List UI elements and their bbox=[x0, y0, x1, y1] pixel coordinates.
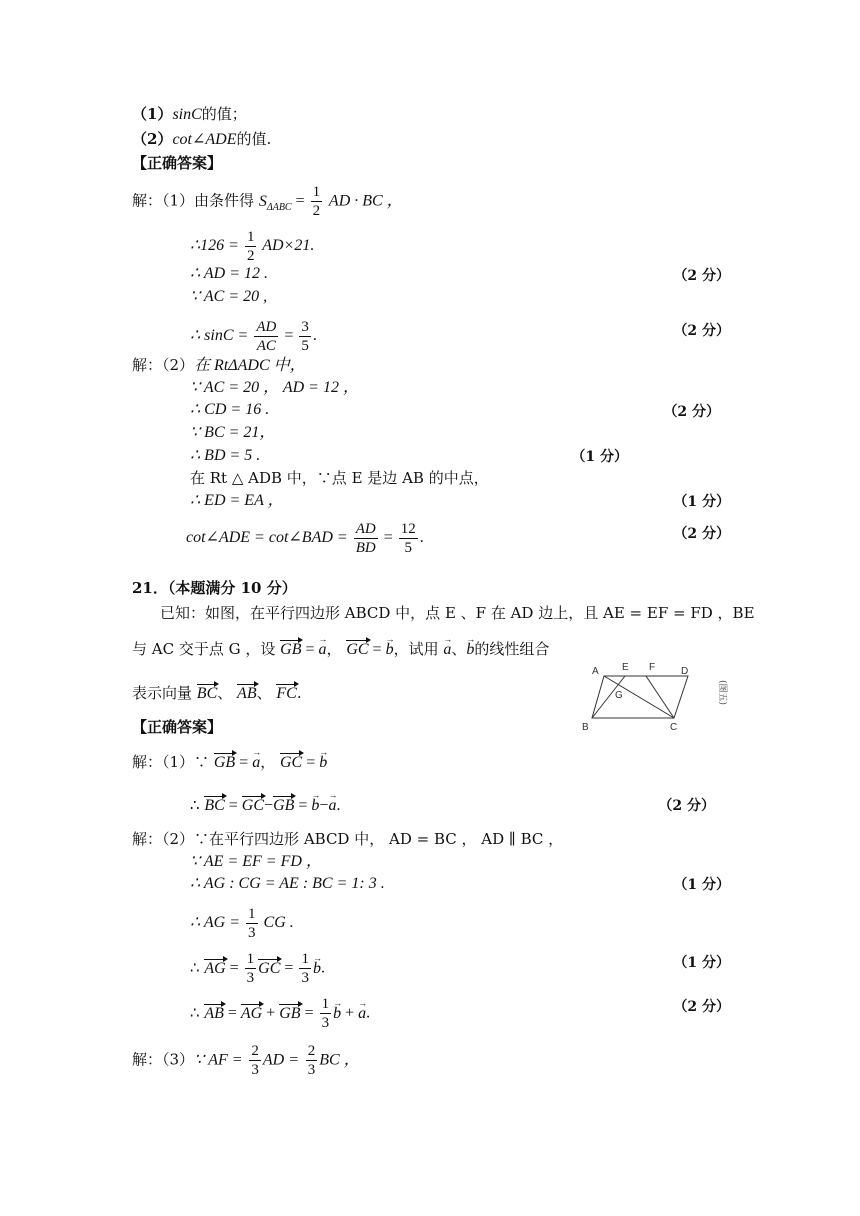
question-21-line-1: 已知：如图，在平行四边形 ABCD 中，点 E 、F 在 AD 边上，且 AE = EF = FD ，BE bbox=[160, 604, 755, 622]
score-2: （2 分） bbox=[673, 323, 730, 339]
question-part-1: （1）sinC的值； bbox=[132, 105, 247, 123]
score-7: （2 分） bbox=[658, 798, 715, 814]
solution-21-2-line-4: ∴ AG = $\frac{1}{3}$ CG . bbox=[190, 906, 294, 941]
parallelogram-abcd bbox=[592, 676, 688, 718]
solution-2-line-4: ∴ BD = 5 . bbox=[190, 447, 261, 464]
solution-1-line-1: 解：（1）由条件得 $S_{\Delta ABC}$ = $\frac{1}{2}$ AD · BC ， bbox=[132, 184, 403, 219]
solution-21-2-line-1: 解：（2）∵在平行四边形 ABCD 中， AD = BC ， AD ∥ BC ， bbox=[132, 830, 564, 848]
solution-21-2-line-5: ∴ AG = $\frac{1}{3}$ GC = $\frac{1}{3}$ b →. bbox=[190, 950, 325, 987]
label-a: A bbox=[592, 666, 599, 677]
solution-2-intro: 解：（2）在 RtΔADC 中， bbox=[132, 356, 306, 374]
score-3: （2 分） bbox=[663, 404, 720, 420]
question-21-line-3: 表示向量 BC、 AB、 FC. bbox=[132, 684, 302, 702]
solution-1-line-2: ∴126 = $\frac{1}{2}$ AD×21. bbox=[190, 229, 315, 264]
solution-2-line-2: ∴ CD = 16 . bbox=[190, 401, 270, 418]
solution-2-line-7: cot∠ADE = cot∠BAD = $\frac{AD}{BD}$ = $\frac{12}{5}$ . bbox=[186, 521, 424, 556]
solution-21-1-line-1: 解：（1）∵ GB = a →， GC = b → bbox=[132, 752, 327, 773]
score-6: （2 分） bbox=[673, 526, 730, 542]
score-1: （2 分） bbox=[673, 268, 730, 284]
answer-header-2: 【正确答案】 bbox=[132, 718, 223, 736]
solution-21-2-line-3: ∴ AG : CG = AE : BC = 1: 3 . bbox=[190, 875, 385, 892]
question-part-2: （2）cot∠ADE的值. bbox=[132, 130, 272, 148]
solution-2-line-5: 在 Rt △ ADB 中，∵点 E 是边 AB 的中点， bbox=[190, 469, 489, 487]
label-d: D bbox=[681, 666, 689, 677]
label-c: C bbox=[670, 722, 678, 733]
solution-2-line-6: ∴ ED = EA ， bbox=[190, 492, 284, 509]
segment-fc bbox=[646, 676, 674, 718]
question-21-title: 21．（本题满分 10 分） bbox=[132, 579, 297, 597]
solution-2-line-3: ∵ BC = 21， bbox=[190, 424, 276, 441]
solution-2-line-1: ∵ AC = 20 ， AD = 12 ， bbox=[190, 379, 359, 396]
question-21-line-2: 与 AC 交于点 G ，设 GB = a →， GC = b →，试用 a →、b →的线性组合 bbox=[132, 639, 549, 660]
score-9: （1 分） bbox=[673, 955, 730, 971]
solution-1-line-3: ∴ AD = 12 . bbox=[190, 265, 269, 282]
label-g: G bbox=[615, 690, 623, 701]
label-e: E bbox=[622, 662, 629, 673]
solution-21-1-line-2: ∴ BC = GC−GB = b →−a →. bbox=[190, 795, 340, 816]
label-b: B bbox=[582, 722, 589, 733]
score-5: （1 分） bbox=[673, 494, 730, 510]
figure-caption: (图五) bbox=[717, 680, 727, 706]
score-10: （2 分） bbox=[673, 999, 730, 1015]
score-8: （1 分） bbox=[673, 877, 730, 893]
solution-1-line-5: ∴ sinC = $\frac{AD}{AC}$ = $\frac{3}{5}$ . bbox=[190, 319, 317, 354]
solution-1-line-4: ∵ AC = 20 , bbox=[190, 288, 268, 305]
score-4: （1 分） bbox=[571, 449, 628, 465]
fraction-half: $\frac{1}{2}$ bbox=[312, 184, 321, 219]
parallelogram-figure bbox=[578, 656, 738, 740]
answer-header-1: 【正确答案】 bbox=[132, 154, 223, 172]
label-f: F bbox=[649, 662, 656, 673]
solution-21-3-line-1: 解：（3）∵ AF = $\frac{2}{3}$ AD = $\frac{2}{3}$ BC ， bbox=[132, 1043, 360, 1078]
solution-21-2-line-6: ∴ AB = AG + GB = $\frac{1}{3}$ b → + a →. bbox=[190, 995, 370, 1032]
solution-21-2-line-2: ∵ AE = EF = FD ， bbox=[190, 853, 322, 870]
